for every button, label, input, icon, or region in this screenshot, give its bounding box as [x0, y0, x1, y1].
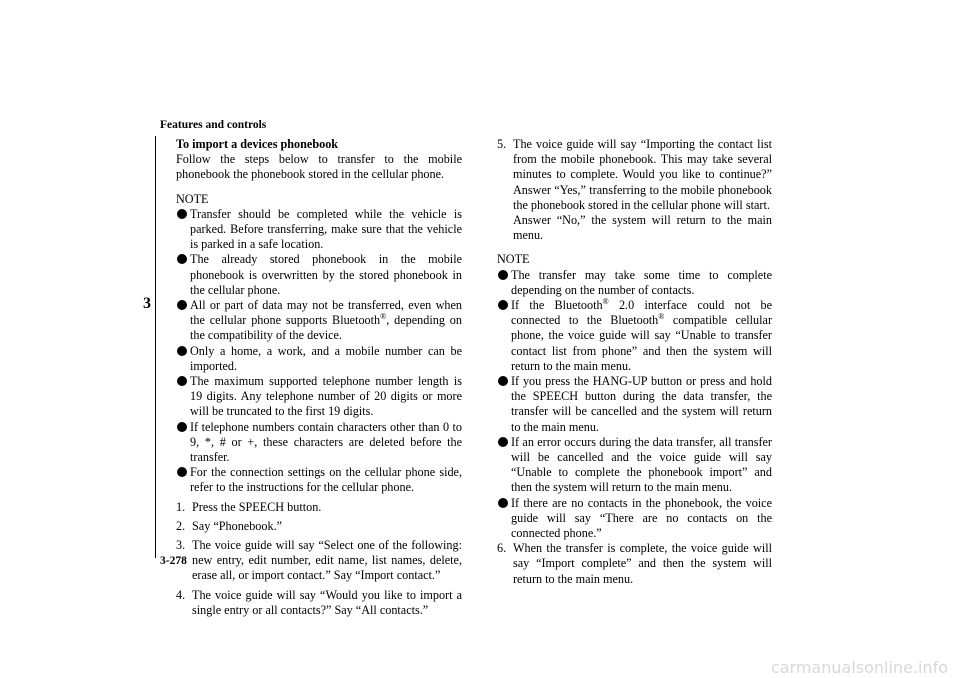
bullet-icon [177, 467, 187, 477]
note-item: Transfer should be completed while the vehicle is parked. Before transferring, make sure that the vehicle is parked in a safe location. [176, 207, 462, 253]
note-item: Only a home, a work, and a mobile number can be imported. [176, 344, 462, 374]
bullet-icon [177, 376, 187, 386]
chapter-divider [155, 136, 156, 558]
chapter-tab: 3 [143, 295, 151, 312]
note-item: All or part of data may not be transferred, even when the cellular phone supports Bluetooth®, depending on the compatibility of the device. [176, 298, 462, 344]
bullet-icon [498, 498, 508, 508]
note-label: NOTE [176, 191, 209, 206]
note-item: The already stored phonebook in the mobile phonebook is overwritten by the stored phonebook in the cellular phone. [176, 252, 462, 298]
bullet-icon [177, 254, 187, 264]
intro-paragraph: Follow the steps below to transfer to the mobile phonebook the phonebook stored in the cellular phone. [176, 152, 462, 182]
step-item: 6. When the transfer is complete, the voice guide will say “Import complete” and then the system will return to the main menu. [497, 541, 772, 586]
bullet-icon [177, 422, 187, 432]
step-item: 1. Press the SPEECH button. [176, 499, 322, 514]
step-item: 5. The voice guide will say “Importing the contact list from the mobile phonebook. This may take several minutes to complete. Would you like to continue?” Answer “Yes,” transferring to the mobile phonebook the phonebook stored in the cellular phone will start. Answer “No,” the system will return to the main menu. [497, 137, 772, 243]
note-item: If an error occurs during the data transfer, all transfer will be cancelled and the voice guide will say “Unable to complete the phonebook import” and then the system will return to the main menu. [497, 435, 772, 496]
left-column [176, 137, 462, 618]
page-number: 3-278 [160, 555, 187, 567]
bullet-icon [177, 300, 187, 310]
section-header: Features and controls [160, 119, 267, 131]
section-title: To import a devices phonebook [176, 137, 339, 151]
note-item: If there are no contacts in the phonebook, the voice guide will say “There are no contacts on the connected phone.” [497, 496, 772, 542]
step-list [497, 541, 772, 587]
step-item: 4. The voice guide will say “Would you like to import a single entry or all contacts?” Say “All contacts.” [176, 587, 462, 617]
note-item: If telephone numbers contain characters other than 0 to 9, *, # or +, these characters are deleted before the transfer. [176, 420, 462, 466]
bullet-icon [177, 346, 187, 356]
step-item: 2. Say “Phonebook.” [176, 518, 283, 533]
bullet-icon [498, 376, 508, 386]
step-list [497, 137, 772, 243]
step-list [176, 500, 462, 618]
note-list [176, 207, 462, 496]
bullet-icon [498, 437, 508, 447]
step-item: 3. The voice guide will say “Select one of the following: new entry, edit number, edit name, list names, delete, erase all, or import contact.” Say “Import contact.” [176, 538, 462, 583]
note-list [497, 268, 772, 542]
bullet-icon [498, 270, 508, 280]
note-item: If the Bluetooth® 2.0 interface could not be connected to the Bluetooth® compatible cellular phone, the voice guide will say “Unable to transfer contact list from phone” and then the system will return to the main menu. [497, 298, 772, 374]
note-label: NOTE [497, 252, 530, 267]
note-item: For the connection settings on the cellular phone side, refer to the instructions for the cellular phone. [176, 465, 462, 495]
bullet-icon [177, 209, 187, 219]
note-item: The transfer may take some time to complete depending on the number of contacts. [497, 268, 772, 298]
right-column [497, 137, 772, 587]
note-item: If you press the HANG-UP button or press and hold the SPEECH button during the data transfer, the transfer will be cancelled and the system will return to the main menu. [497, 374, 772, 435]
watermark: carmanualsonline.info [770, 658, 948, 677]
bullet-icon [498, 300, 508, 310]
note-item: The maximum supported telephone number length is 19 digits. Any telephone number of 20 digits or more will be truncated to the first 19 digits. [176, 374, 462, 420]
